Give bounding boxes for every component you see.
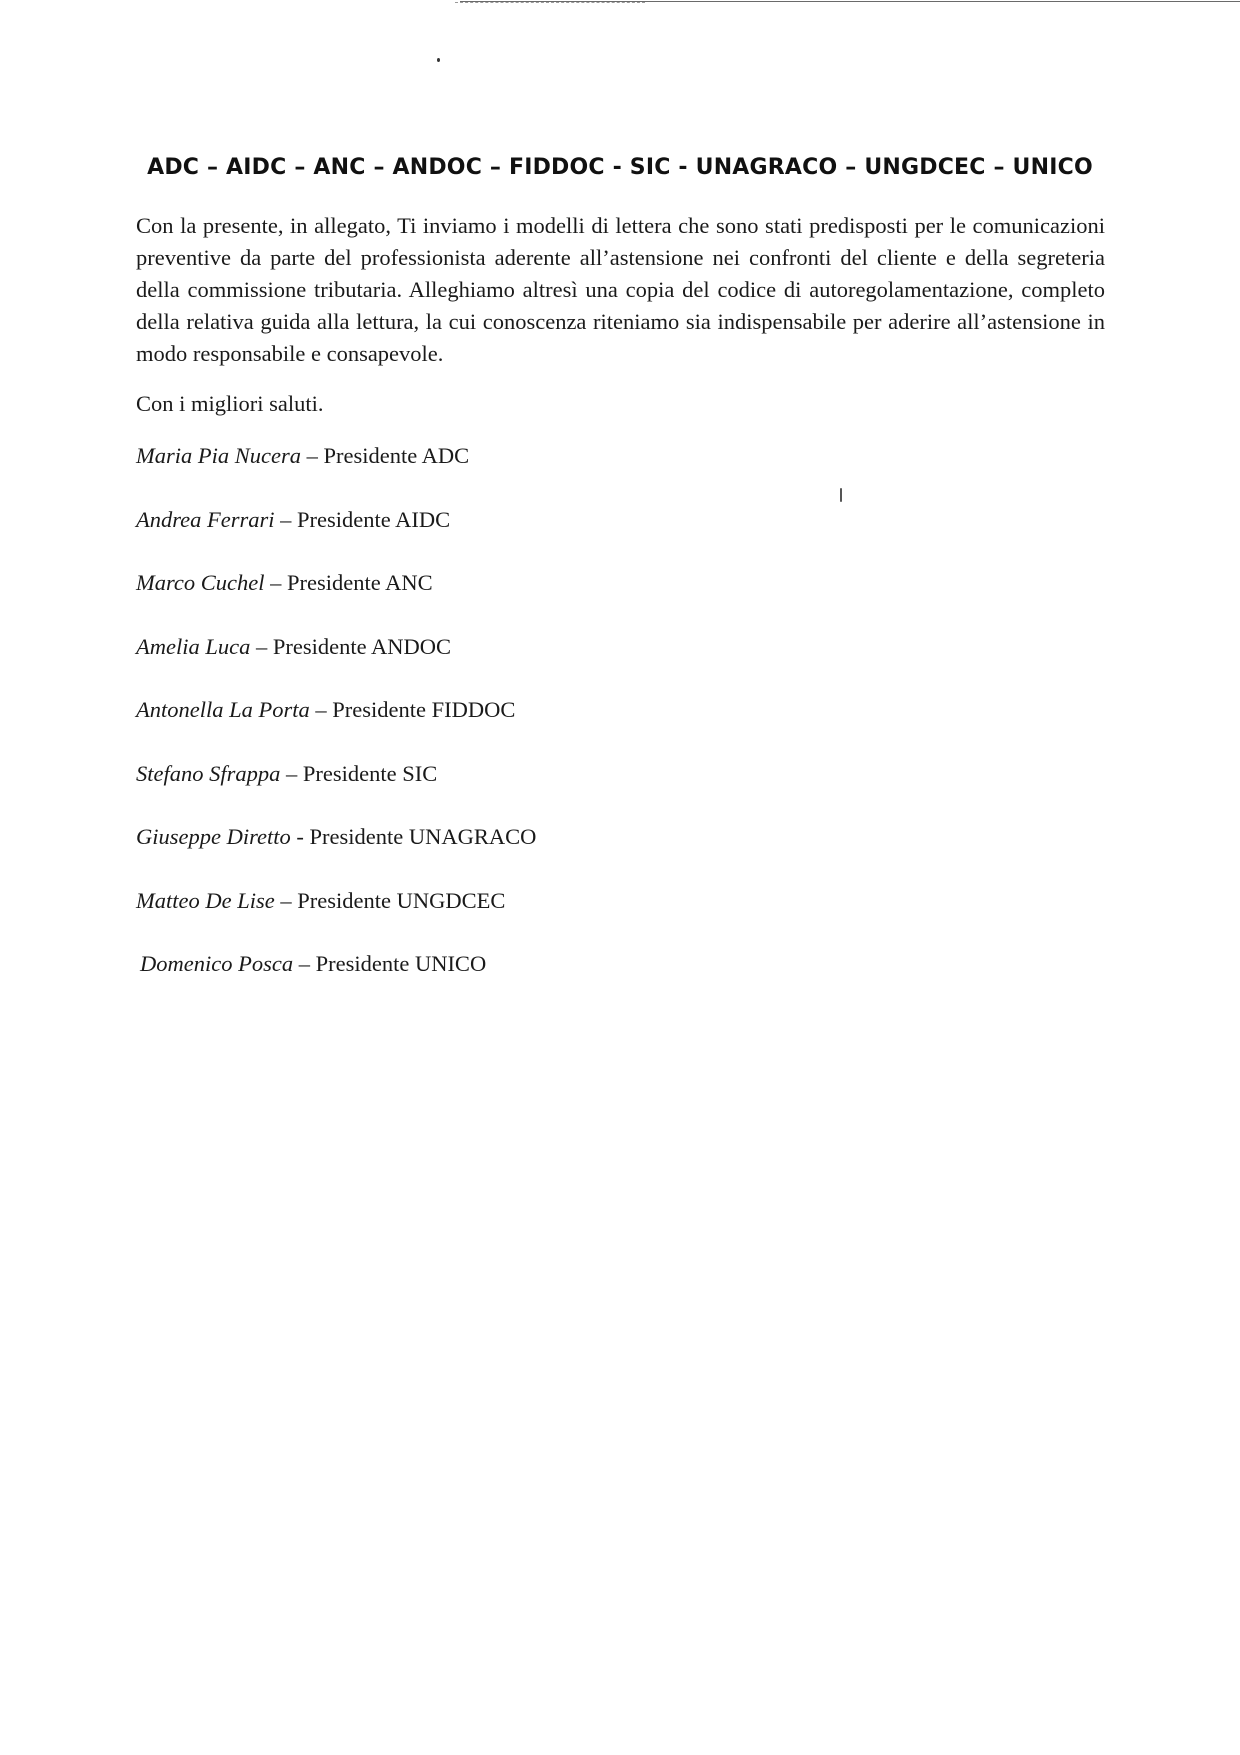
- signatory-role: Presidente ANDOC: [272, 633, 451, 659]
- signatory-role: Presidente ANC: [287, 570, 433, 595]
- signatory-name: Antonella La Porta: [136, 697, 310, 722]
- signatory-separator: –: [309, 697, 333, 722]
- signatory-name: Domenico Posca: [140, 951, 294, 976]
- signatory-separator: –: [300, 443, 324, 468]
- signatory-name: Marco Cuchel: [136, 570, 265, 595]
- signatory-line: [136, 822, 536, 886]
- closing-greeting: Con i migliori saluti.: [136, 391, 324, 416]
- signatory-line: [136, 632, 536, 696]
- signatory-role: Presidente AIDC: [297, 506, 451, 532]
- signatory-name: Amelia Luca: [136, 633, 251, 659]
- signatory-role: Presidente FIDDOC: [332, 697, 516, 722]
- signatory-role: Presidente ADC: [323, 443, 470, 468]
- signatory-separator: –: [274, 506, 298, 532]
- signatory-list: [136, 441, 536, 1013]
- signatory-name: Stefano Sfrappa: [136, 760, 281, 786]
- signatory-role: Presidente UNICO: [315, 951, 487, 976]
- signatory-name: Giuseppe Diretto: [136, 824, 291, 849]
- document-heading: ADC – AIDC – ANC – ANDOC – FIDDOC - SIC - UNAGRACO – UNGDCEC – UNICO: [147, 155, 1093, 180]
- signatory-line: [136, 949, 536, 1013]
- signatory-role: Presidente SIC: [302, 760, 438, 786]
- signatory-separator: –: [264, 570, 288, 595]
- signatory-role: Presidente UNAGRACO: [309, 824, 537, 849]
- signatory-separator: -: [290, 824, 310, 849]
- scan-speck: [840, 488, 842, 502]
- body-paragraph: Con la presente, in allegato, Ti inviamo i modelli di lettera che sono stati predisposti per le comunicazioni preventive da parte del professionista aderente all’astensione nei confronti del cliente e della segreteria della commissione tributaria. Alleghiamo altresì una copia del codice di autoregolamentazione, completo della relativa guida alla lettura, la cui conoscenza riteniamo sia indispensabile per aderire all’astensione in modo responsabile e consapevole.: [136, 213, 1105, 366]
- signatory-separator: –: [293, 951, 316, 976]
- signatory-separator: –: [250, 633, 273, 659]
- signatory-line: [136, 759, 536, 823]
- signatory-line: [136, 695, 536, 759]
- signatory-name: Andrea Ferrari: [136, 506, 275, 532]
- signatory-line: [136, 886, 536, 950]
- scan-speck: [437, 58, 440, 62]
- signatory-line: [136, 568, 536, 632]
- signatory-separator: –: [280, 760, 303, 786]
- signatory-line: [136, 505, 536, 569]
- signatory-name: Maria Pia Nucera: [136, 443, 301, 468]
- signatory-name: Matteo De Lise: [136, 887, 275, 913]
- signatory-separator: –: [274, 887, 298, 913]
- signatory-role: Presidente UNGDCEC: [297, 887, 506, 913]
- scan-edge-dash: [455, 2, 645, 3]
- signatory-line: [136, 441, 536, 505]
